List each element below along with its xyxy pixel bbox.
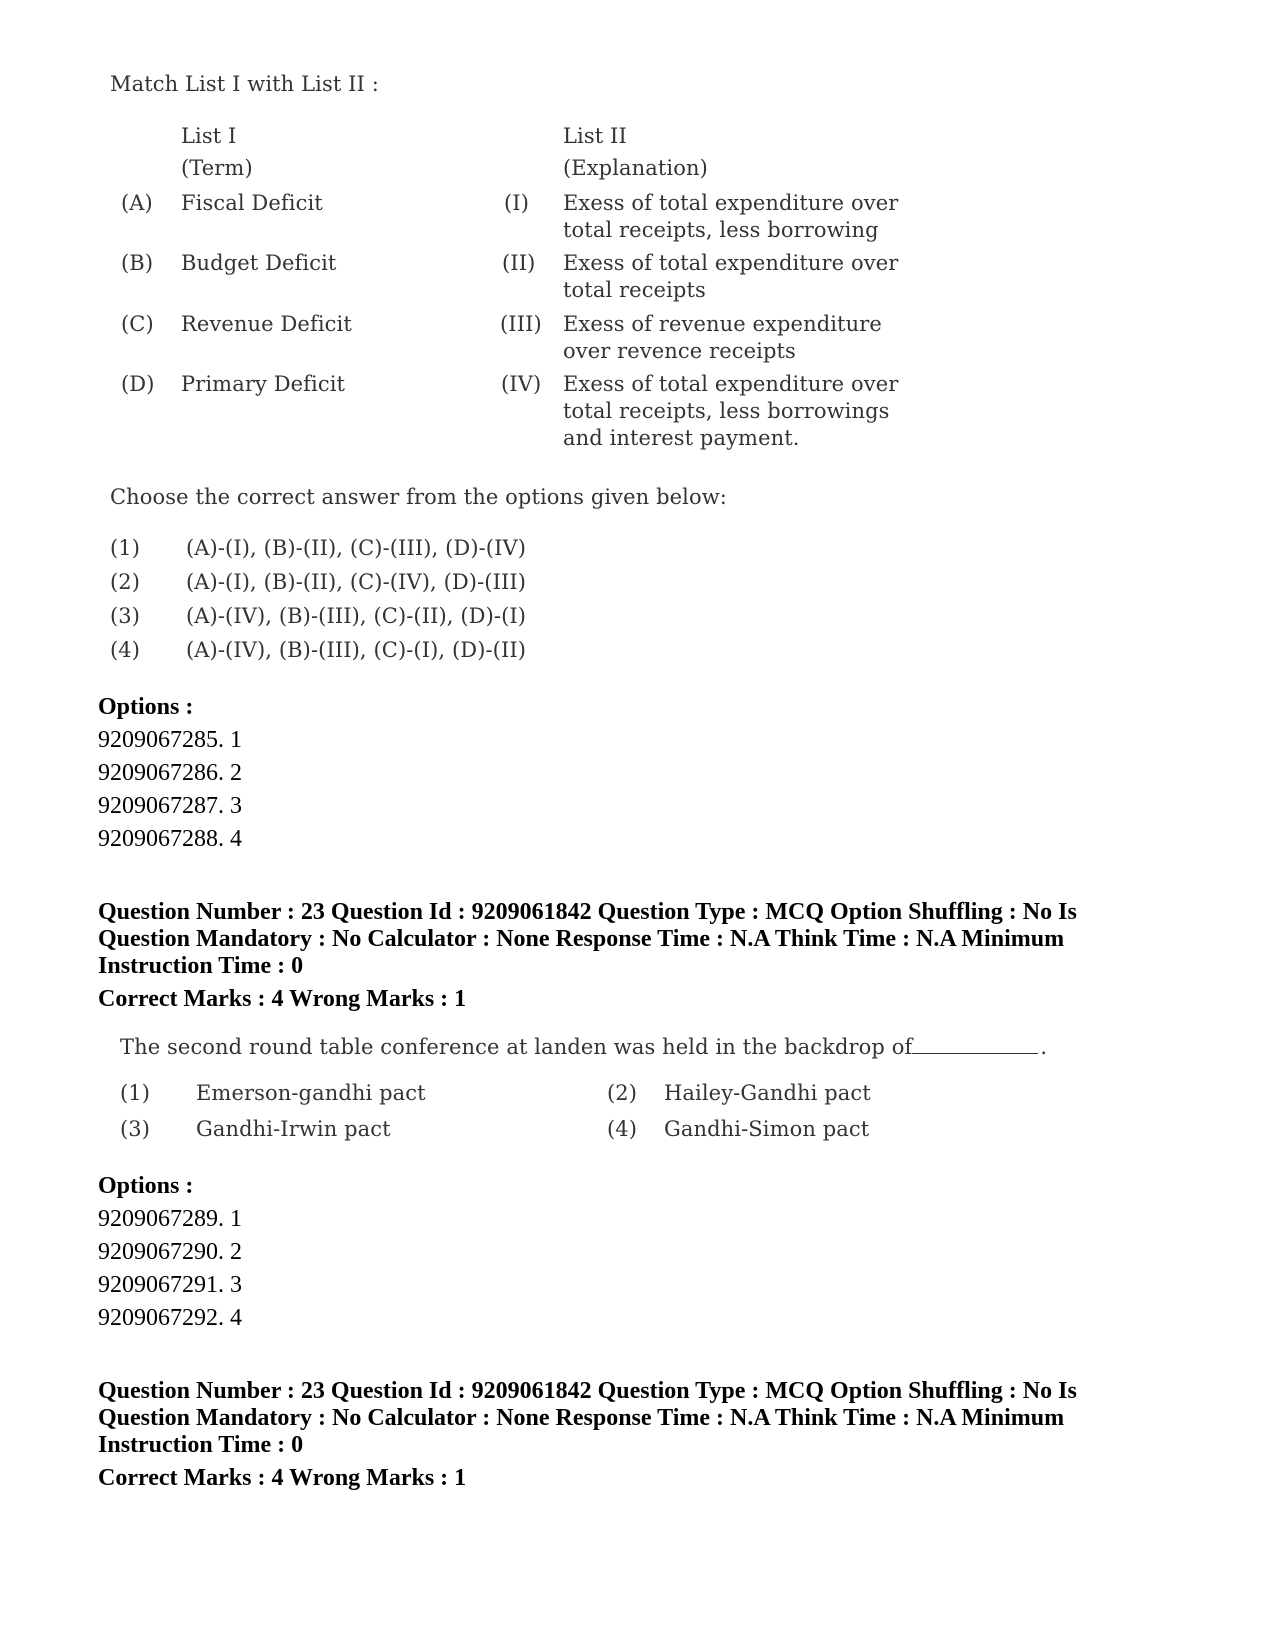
q22-choice-1-text: (A)-(I), (B)-(II), (C)-(III), (D)-(IV) (186, 536, 527, 560)
q23-choice-4-text: Gandhi-Simon pact (664, 1117, 870, 1141)
item-expl-i-line2: total receipts, less borrowing (563, 218, 879, 242)
q22-choice-4-text: (A)-(IV), (B)-(III), (C)-(I), (D)-(II) (186, 638, 527, 662)
q24-header-line2: Question Mandatory : No Calculator : None Response Time : N.A Think Time : N.A Minimum (98, 1405, 1065, 1431)
q23-header-line3: Instruction Time : 0 (98, 953, 304, 979)
q24-header-line1: Question Number : 23 Question Id : 9209061842 Question Type : MCQ Option Shuffling : No Is (98, 1378, 1077, 1404)
item-num-iv: (IV) (501, 372, 542, 396)
item-term-d: Primary Deficit (181, 372, 346, 396)
item-expl-ii-line2: total receipts (563, 278, 706, 302)
q22-choose-instruction: Choose the correct answer from the options given below: (110, 485, 727, 509)
q23-choice-2-text: Hailey-Gandhi pact (664, 1081, 871, 1105)
list2-title: List II (563, 124, 627, 148)
q23-option-4: 9209067292. 4 (98, 1305, 242, 1331)
item-num-ii: (II) (502, 251, 536, 275)
item-expl-iii-line1: Exess of revenue expenditure (563, 312, 882, 336)
q23-choice-3-num: (3) (120, 1117, 151, 1141)
q23-question-text (120, 1035, 1047, 1059)
q23-choice-3-text: Gandhi-Irwin pact (196, 1117, 391, 1141)
q22-option-1: 9209067285. 1 (98, 727, 242, 753)
q22-choice-2-text: (A)-(I), (B)-(II), (C)-(IV), (D)-(III) (186, 570, 527, 594)
q22-option-4: 9209067288. 4 (98, 826, 242, 852)
list2-subtitle: (Explanation) (563, 156, 708, 180)
item-key-a: (A) (121, 191, 153, 215)
q23-question-stem: The second round table conference at landen was held in the backdrop of (120, 1035, 913, 1059)
item-expl-ii-line1: Exess of total expenditure over (563, 251, 899, 275)
item-term-c: Revenue Deficit (181, 312, 352, 336)
q22-choice-2-num: (2) (110, 570, 141, 594)
q24-header-line3: Instruction Time : 0 (98, 1432, 304, 1458)
item-key-c: (C) (121, 312, 154, 336)
q22-options-label: Options : (98, 694, 194, 720)
item-num-i: (I) (504, 191, 529, 215)
q22-option-3: 9209067287. 3 (98, 793, 242, 819)
q24-marks: Correct Marks : 4 Wrong Marks : 1 (98, 1465, 467, 1491)
q23-marks: Correct Marks : 4 Wrong Marks : 1 (98, 986, 467, 1012)
list1-title: List I (181, 124, 237, 148)
q22-choice-1-num: (1) (110, 536, 141, 560)
q23-question-blank (912, 1035, 1038, 1054)
item-term-b: Budget Deficit (181, 251, 337, 275)
q23-choice-1-text: Emerson-gandhi pact (196, 1081, 426, 1105)
item-key-d: (D) (121, 372, 155, 396)
item-expl-iii-line2: over revence receipts (563, 339, 796, 363)
q23-option-2: 9209067290. 2 (98, 1239, 242, 1265)
q22-choice-3-num: (3) (110, 604, 141, 628)
q22-choice-3-text: (A)-(IV), (B)-(III), (C)-(II), (D)-(I) (186, 604, 527, 628)
item-expl-iv-line1: Exess of total expenditure over (563, 372, 899, 396)
q22-option-2: 9209067286. 2 (98, 760, 242, 786)
q23-choice-4-num: (4) (607, 1117, 638, 1141)
q23-header-line2: Question Mandatory : No Calculator : None Response Time : N.A Think Time : N.A Minimum (98, 926, 1065, 952)
q23-choice-1-num: (1) (120, 1081, 151, 1105)
item-expl-i-line1: Exess of total expenditure over (563, 191, 899, 215)
q23-choice-2-num: (2) (607, 1081, 638, 1105)
q22-choice-4-num: (4) (110, 638, 141, 662)
q23-header-line1: Question Number : 23 Question Id : 9209061842 Question Type : MCQ Option Shuffling : No Is (98, 899, 1077, 925)
q22-intro: Match List I with List II : (110, 72, 379, 96)
item-expl-iv-line3: and interest payment. (563, 426, 800, 450)
q23-option-3: 9209067291. 3 (98, 1272, 242, 1298)
list1-subtitle: (Term) (181, 156, 253, 180)
item-key-b: (B) (121, 251, 154, 275)
item-expl-iv-line2: total receipts, less borrowings (563, 399, 890, 423)
q23-options-label: Options : (98, 1173, 194, 1199)
q23-question-end: . (1040, 1035, 1048, 1059)
item-term-a: Fiscal Deficit (181, 191, 323, 215)
item-num-iii: (III) (500, 312, 542, 336)
q23-option-1: 9209067289. 1 (98, 1206, 242, 1232)
